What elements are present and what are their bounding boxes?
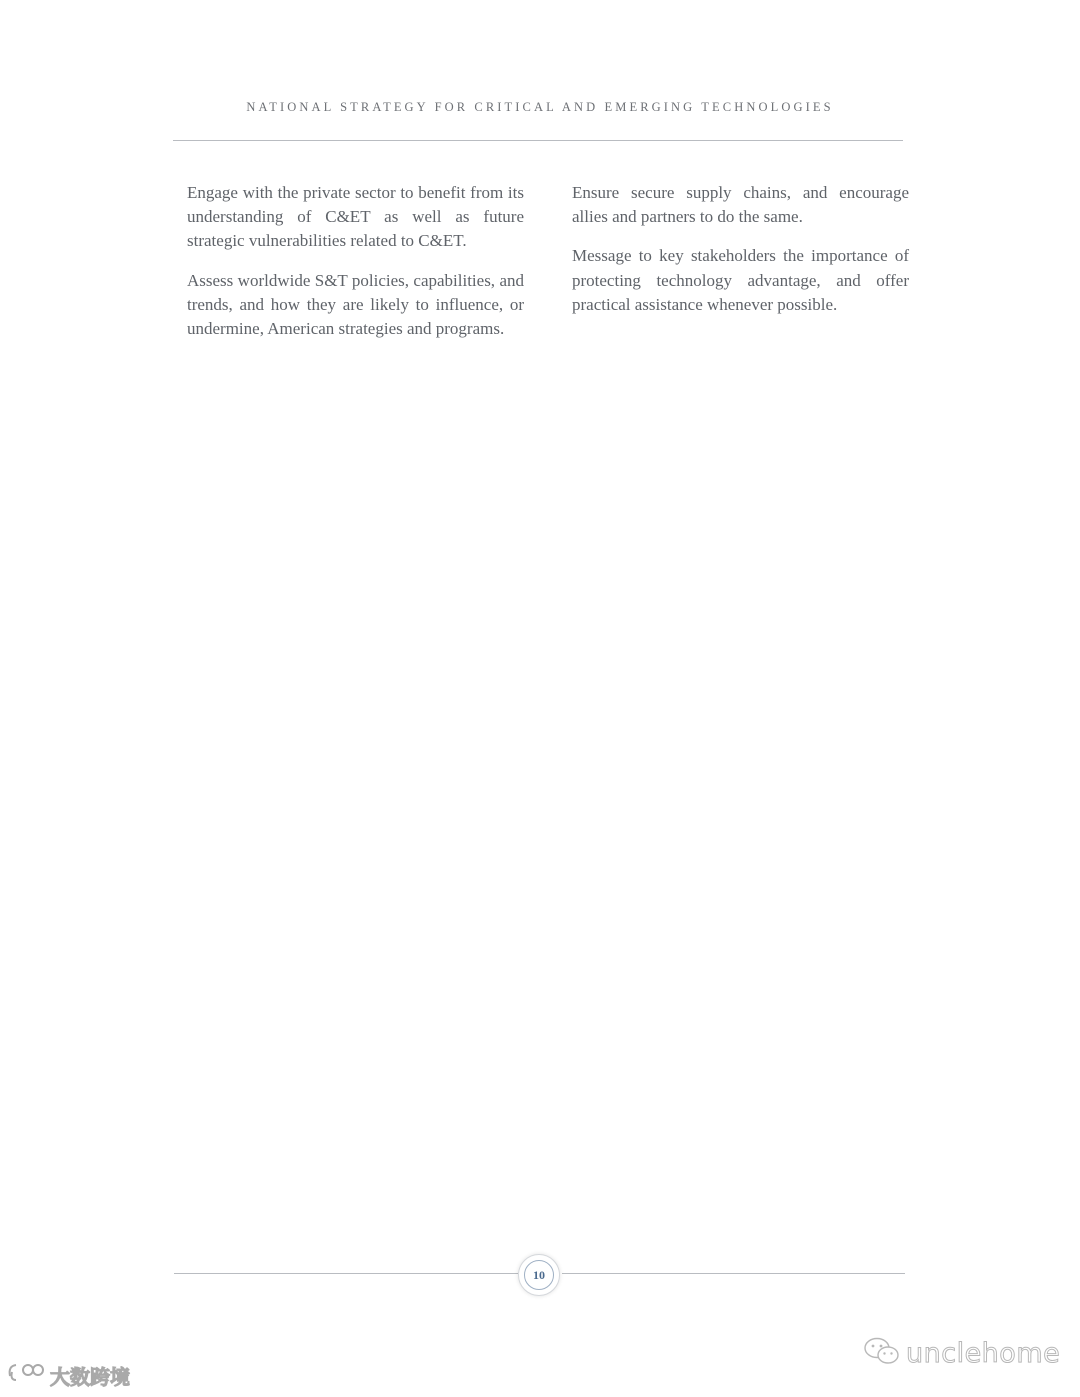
paragraph-message-stakeholders: Message to key stakeholders the importance of protecting technology advantage, and offer practical assistance whenever possible. — [572, 246, 909, 314]
page-number-badge — [518, 1254, 560, 1296]
watermark-left-text: 大数跨境 — [50, 1364, 130, 1389]
footer-divider-left — [174, 1273, 518, 1274]
paragraph-secure-supply-chains: Ensure secure supply chains, and encourage allies and partners to do the same. — [572, 183, 909, 227]
left-column — [187, 181, 524, 356]
running-header: NATIONAL STRATEGY FOR CRITICAL AND EMERGING TECHNOLOGIES — [246, 100, 834, 114]
paragraph-assess-worldwide-policies: Assess worldwide S&T policies, capabilities, and trends, and how they are likely to influence, or undermine, American strategies and programs. — [187, 270, 524, 339]
footer-divider-right — [562, 1273, 905, 1274]
right-column — [572, 181, 909, 332]
watermark-right-text: unclehome — [906, 1337, 1061, 1369]
page-number: 10 — [524, 1260, 554, 1290]
wechat-icon — [862, 1336, 906, 1371]
header-divider — [173, 140, 903, 141]
watermark-left — [6, 1360, 130, 1390]
watermark-right — [862, 1335, 1060, 1371]
logo-icon — [6, 1360, 46, 1391]
paragraph-engage-private-sector: Engage with the private sector to benefit from its understanding of C&ET as well as future strategic vulnerabilities related to C&ET. — [187, 183, 524, 251]
